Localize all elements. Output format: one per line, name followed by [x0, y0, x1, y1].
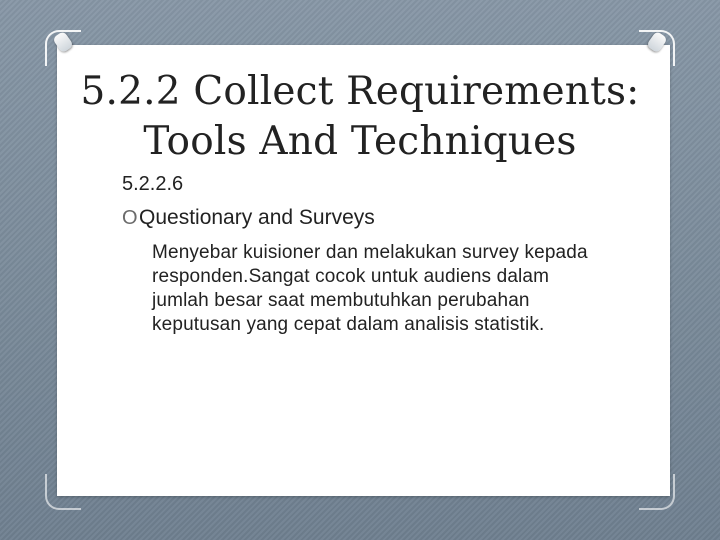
section-number: 5.2.2.6: [122, 173, 184, 195]
bullet-marker-icon: O: [122, 207, 138, 229]
bullet-item: [122, 205, 375, 231]
body-paragraph: Menyebar kuisioner dan melakukan survey kepada responden.Sangat cocok untuk audiens dalam jumlah besar saat membutuhkan perubahan keputusan yang cepat dalam analisis statistik.: [152, 242, 588, 335]
bullet-text: Questionary and Surveys: [139, 206, 375, 229]
slide-title-line: Tools And Techniques: [143, 119, 577, 164]
slide-title-line: 5.2.2 Collect Requirements:: [80, 69, 640, 114]
slide-title: [0, 67, 720, 167]
